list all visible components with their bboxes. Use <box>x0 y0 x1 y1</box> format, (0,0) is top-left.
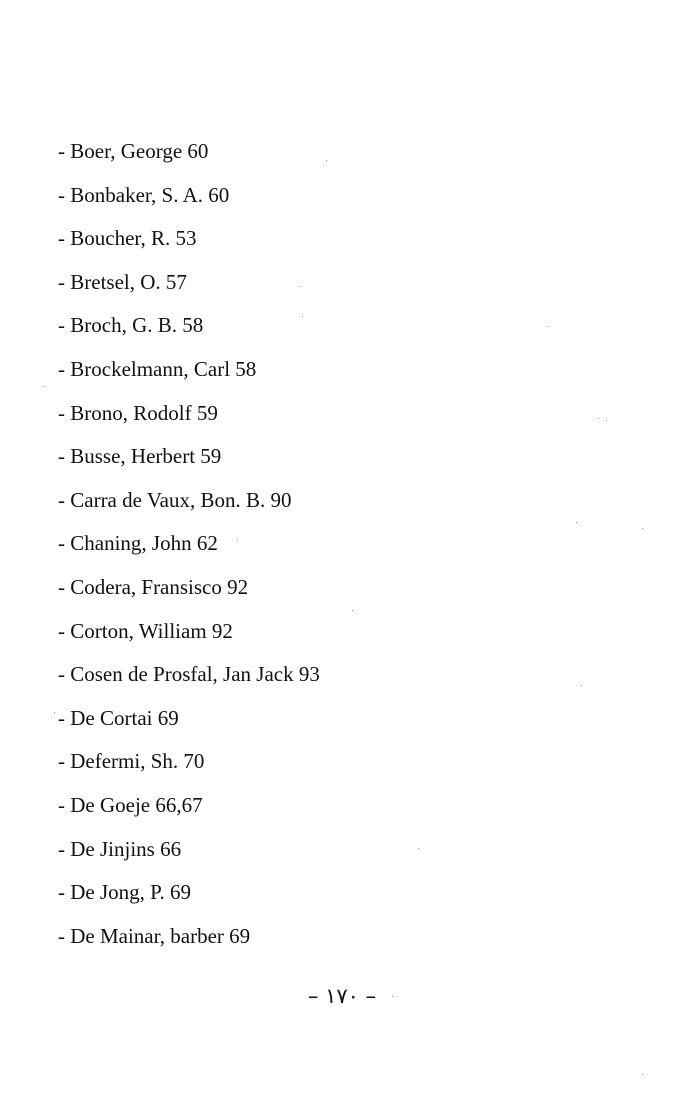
scan-speck <box>606 420 607 421</box>
scan-speck <box>326 160 327 161</box>
index-entry: - Broch, G. B. 58 <box>58 313 204 338</box>
index-entry: - Chaning, John 62 <box>58 531 218 556</box>
scan-speck <box>642 528 643 529</box>
scan-speck <box>581 685 582 686</box>
index-entry: - Bonbaker, S. A. 60 <box>58 182 230 207</box>
scan-speck <box>392 996 393 997</box>
scan-speck <box>418 848 419 849</box>
index-entry: - Boer, George 60 <box>58 139 209 163</box>
page-number: – ١٧٠ – <box>307 984 377 1008</box>
index-entry: - De Cortai 69 <box>58 705 179 730</box>
scan-speck <box>598 418 599 419</box>
index-entry: - De Jong, P. 69 <box>58 880 192 905</box>
index-entry: - Codera, Fransisco 92 <box>58 574 249 599</box>
index-entry: - De Mainar, barber 69 <box>58 923 251 948</box>
index-entry: - Corton, William 92 <box>58 618 233 643</box>
index-entry: - Boucher, R. 53 <box>58 226 197 251</box>
scan-speck <box>44 386 45 387</box>
scan-speck <box>54 712 55 713</box>
index-entry: - Brockelmann, Carl 58 <box>58 356 257 381</box>
scan-speck <box>300 286 301 287</box>
scan-speck <box>576 522 577 523</box>
scan-speck <box>642 1074 643 1075</box>
index-entry: - Bretsel, O. 57 <box>58 269 187 294</box>
scan-speck <box>237 540 238 541</box>
index-entry: - De Goeje 66,67 <box>58 792 203 817</box>
index-entry: - Carra de Vaux, Bon. B. 90 <box>58 487 292 512</box>
index-entry: - Cosen de Prosfal, Jan Jack 93 <box>58 662 320 687</box>
index-entry: - Defermi, Sh. 70 <box>58 749 205 774</box>
index-entry: - Brono, Rodolf 59 <box>58 400 218 425</box>
scan-speck <box>302 316 303 317</box>
index-entry: - Busse, Herbert 59 <box>58 444 222 469</box>
scan-speck <box>352 610 353 611</box>
index-list <box>58 136 320 964</box>
index-entry: - De Jinjins 66 <box>58 836 182 861</box>
scan-speck <box>548 326 549 327</box>
